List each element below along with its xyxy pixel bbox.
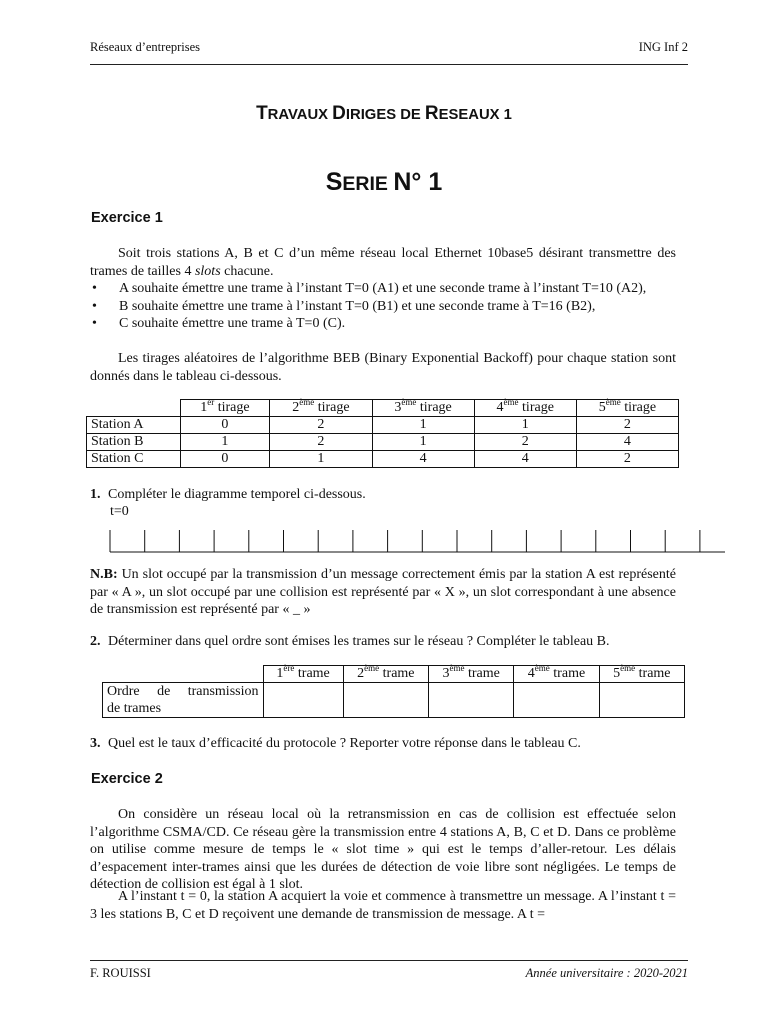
row-label: Station B xyxy=(87,434,181,451)
table-cell: 0 xyxy=(180,451,270,468)
table-header-cell: 5ème tirage xyxy=(576,400,678,417)
table-cell-empty[interactable] xyxy=(429,683,514,718)
table-cell: 2 xyxy=(270,417,372,434)
header-rule xyxy=(90,64,688,65)
question-3: 3. Quel est le taux d’efficacité du protocole ? Reporter votre réponse dans le tableau C. xyxy=(90,736,581,751)
beb-table xyxy=(86,399,679,468)
table-cell-empty[interactable] xyxy=(599,683,684,718)
table-cell: 2 xyxy=(270,434,372,451)
table-header-row xyxy=(87,400,679,417)
exercise-2-heading: Exercice 2 xyxy=(91,771,163,787)
table-cell: 2 xyxy=(576,451,678,468)
row-label: Station A xyxy=(87,417,181,434)
table-cell: 1 xyxy=(474,417,576,434)
table-header-cell: 3ème tirage xyxy=(372,400,474,417)
table-header-cell: 1er tirage xyxy=(180,400,270,417)
beb-paragraph: Les tirages aléatoires de l’algorithme BEB (Binary Exponential Backoff) pour chaque station sont donnés dans le tableau ci-dessous. xyxy=(90,351,676,384)
footer-rule xyxy=(90,960,688,961)
table-cell: 4 xyxy=(576,434,678,451)
table-cell: 1 xyxy=(372,417,474,434)
document-title: TRAVAUX DIRIGES DE RESEAUX 1 xyxy=(256,103,512,124)
table-cell: 1 xyxy=(372,434,474,451)
table-cell: 1 xyxy=(180,434,270,451)
table-cell: 2 xyxy=(474,434,576,451)
question-1: 1. Compléter le diagramme temporel ci-dessous. xyxy=(90,487,366,502)
table-cell: 2 xyxy=(576,417,678,434)
exercise-2-paragraph-1: On considère un réseau local où la retransmission en cas de collision est effectuée selon l’algorithme CSMA/CD. Ce réseau gère la transmission entre 4 stations A, B, C et D. Dans ce problème on utilise comme mesure de temps le « slot time » qui est le temps d’aller-retour. Les délais d’espacement inter-trames ainsi que les durées de détection de voie libre sont négligées. Le temps de détection de collision est égal à 1 slot. xyxy=(90,807,676,892)
bullet-item: • A souhaite émettre une trame à l’instant T=0 (A1) et une seconde trame à l’instant T=10 (A2), xyxy=(92,281,647,296)
timeline-diagram xyxy=(105,526,730,556)
table-row xyxy=(103,683,685,718)
bullet-item: • B souhaite émettre une trame à l’instant T=0 (B1) et une seconde trame à T=16 (B2), xyxy=(92,298,596,314)
table-cell-empty[interactable] xyxy=(514,683,599,718)
order-table xyxy=(102,665,685,718)
table-cell: 4 xyxy=(474,451,576,468)
table-cell: 4 xyxy=(372,451,474,468)
table-cell: 1 xyxy=(270,451,372,468)
footer-author: F. ROUISSI xyxy=(90,966,151,980)
serie-title: SERIE N° 1 xyxy=(325,168,443,196)
exercise-2-paragraph-2: A l’instant t = 0, la station A acquiert la voie et commence à transmettre un message. A l’instant t = 3 les stations B, C et D reçoivent une demande de transmission de message. A t = xyxy=(90,889,676,922)
exercise-1-heading: Exercice 1 xyxy=(91,210,163,226)
table-header-cell: 4ème trame xyxy=(514,666,599,683)
table-cell-empty[interactable] xyxy=(343,683,428,718)
table-header-row xyxy=(103,666,685,683)
row-label: Ordre de transmission de trames xyxy=(103,683,264,718)
table-header-cell: 2ème trame xyxy=(343,666,428,683)
table-header-cell: 3ème trame xyxy=(429,666,514,683)
table-row xyxy=(87,434,679,451)
question-2: 2. Déterminer dans quel ordre sont émises les trames sur le réseau ? Compléter le tableau B. xyxy=(90,634,610,649)
t0-label: t=0 xyxy=(110,504,129,519)
table-header-cell: 4ème tirage xyxy=(474,400,576,417)
footer-year: Année universitaire : 2020-2021 xyxy=(525,966,688,980)
exercise-1-intro: Soit trois stations A, B et C d’un même réseau local Ethernet 10base5 désirant transmettre des trames de tailles 4 slots chacune. xyxy=(90,246,676,279)
header-right: ING Inf 2 xyxy=(638,40,688,54)
station-bullets xyxy=(90,280,676,333)
table-cell: 0 xyxy=(180,417,270,434)
table-header-cell: 5ème trame xyxy=(599,666,684,683)
table-header-cell: 2ème tirage xyxy=(270,400,372,417)
nb-note: N.B: Un slot occupé par la transmission d’un message correctement émis par la station A est représenté par « A », un slot occupé par une collision est représenté par « X », un slot correspondant à une absence de transmission est représenté par « _ » xyxy=(90,567,676,617)
bullet-item: • C souhaite émettre une trame à T=0 (C). xyxy=(92,316,346,331)
table-row xyxy=(87,417,679,434)
header-left: Réseaux d’entreprises xyxy=(90,40,201,54)
table-header-cell: 1ère trame xyxy=(263,666,343,683)
row-label: Station C xyxy=(87,451,181,468)
table-row xyxy=(87,451,679,468)
table-cell-empty[interactable] xyxy=(263,683,343,718)
